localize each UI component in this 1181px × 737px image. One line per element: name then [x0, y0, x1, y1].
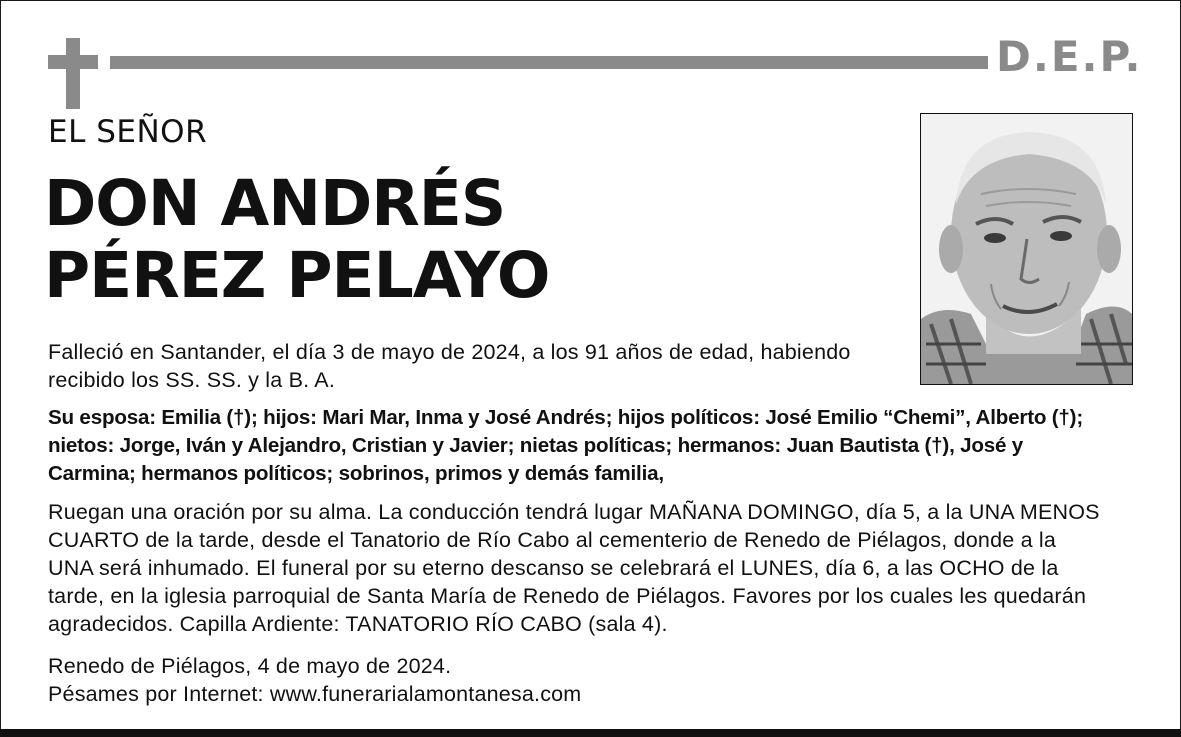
deceased-name [44, 168, 604, 312]
request-line-1: Ruegan una oración por su alma. La conducción tendrá lugar MAÑANA DOMINGO, día 5, a la UNA MENOS [48, 500, 1100, 524]
dep-label: D.E.P. [996, 32, 1143, 81]
place-date: Renedo de Piélagos, 4 de mayo de 2024. [48, 654, 452, 678]
request-line-2: CUARTO de la tarde, desde el Tanatorio de Río Cabo al cementerio de Renedo de Piélagos, donde a la [48, 528, 1057, 552]
death-text-line-2: recibido los SS. SS. y la B. A. [48, 368, 336, 392]
request-line-4: tarde, en la iglesia parroquial de Santa María de Renedo de Piélagos. Favores por los cuales les quedarán [48, 584, 1087, 608]
death-text-line-1: Falleció en Santander, el día 3 de mayo de 2024, a los 91 años de edad, habiendo [48, 340, 851, 364]
family-line-1: Su esposa: Emilia (†); hijos: Mari Mar, Inma y José Andrés; hijos políticos: José Emilio “Chemi”, Alberto (†); [48, 406, 1083, 429]
family-line-3: Carmina; hermanos políticos; sobrinos, primos y demás familia, [48, 462, 664, 485]
portrait-illustration [921, 114, 1132, 384]
header-rule [110, 56, 988, 69]
family-line-2: nietos: Jorge, Iván y Alejandro, Cristian y Javier; nietas políticas; hermanos: Juan Bautista (†), José y [48, 434, 1024, 457]
bottom-border [0, 729, 1181, 737]
condolences-link[interactable]: Pésames por Internet: www.funerarialamontanesa.com [48, 682, 582, 706]
request-line-5: agradecidos. Capilla Ardiente: TANATORIO RÍO CABO (sala 4). [48, 612, 668, 636]
request-line-3: UNA será inhumado. El funeral por su eterno descanso se celebrará el LUNES, día 6, a las OCHO de la [48, 556, 1059, 580]
title-prefix: EL SEÑOR [48, 114, 208, 150]
portrait-photo [920, 113, 1133, 385]
name-line-2: PÉREZ PELAYO [44, 239, 550, 312]
name-line-1: DON ANDRÉS [44, 167, 506, 240]
